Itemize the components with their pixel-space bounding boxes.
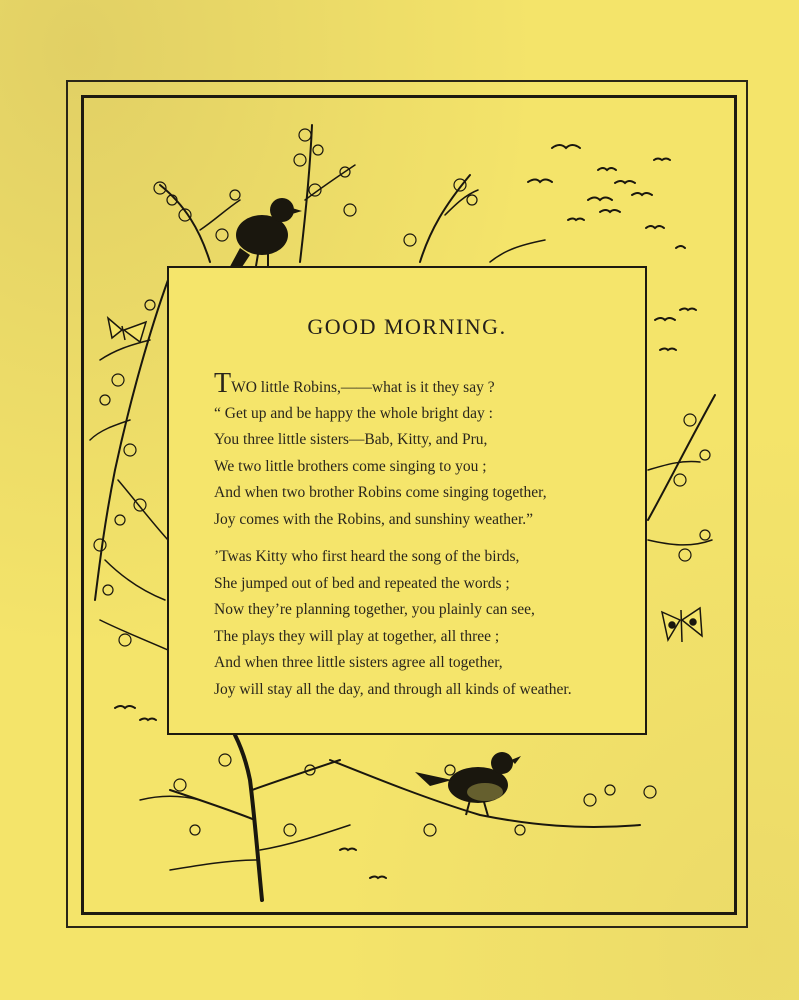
poem-line: And when three little sisters agree all together, [214,654,503,672]
poem-panel [167,266,647,735]
drop-cap: T [214,368,232,399]
poem-line [214,368,625,401]
poem-line-text: WO little Robins,——what is it they say ? [231,379,495,396]
stanza-2 [214,544,625,704]
blossom-branch-icon [160,125,545,262]
poem-line: You three little sisters—Bab, Kitty, and Pru, [214,431,488,449]
blossom-branch-icon [648,395,715,545]
blossom-branch-icon [140,735,640,900]
stanza-1 [214,368,625,534]
poem-line: “ Get up and be happy the whole bright day : [214,404,493,422]
robin-icon [415,752,521,816]
butterfly-icon [108,318,146,342]
poem-line: The plays they will play at together, all three ; [214,627,500,645]
poem-line: She jumped out of bed and repeated the words ; [214,574,510,592]
blossom-branch-icon [90,280,168,650]
poem-line: And when two brother Robins come singing together, [214,484,547,502]
poem-line: Joy comes with the Robins, and sunshiny weather.” [214,510,533,528]
poem-title: GOOD MORNING. [307,314,507,339]
poem-line: Joy will stay all the day, and through all kinds of weather. [214,680,572,698]
poem-line: ’Twas Kitty who first heard the song of the birds, [214,548,520,565]
poem-line: Now they’re planning together, you plainly can see, [214,601,535,619]
poem-line: We two little brothers come singing to you ; [214,457,487,475]
butterfly-icon [662,608,702,642]
